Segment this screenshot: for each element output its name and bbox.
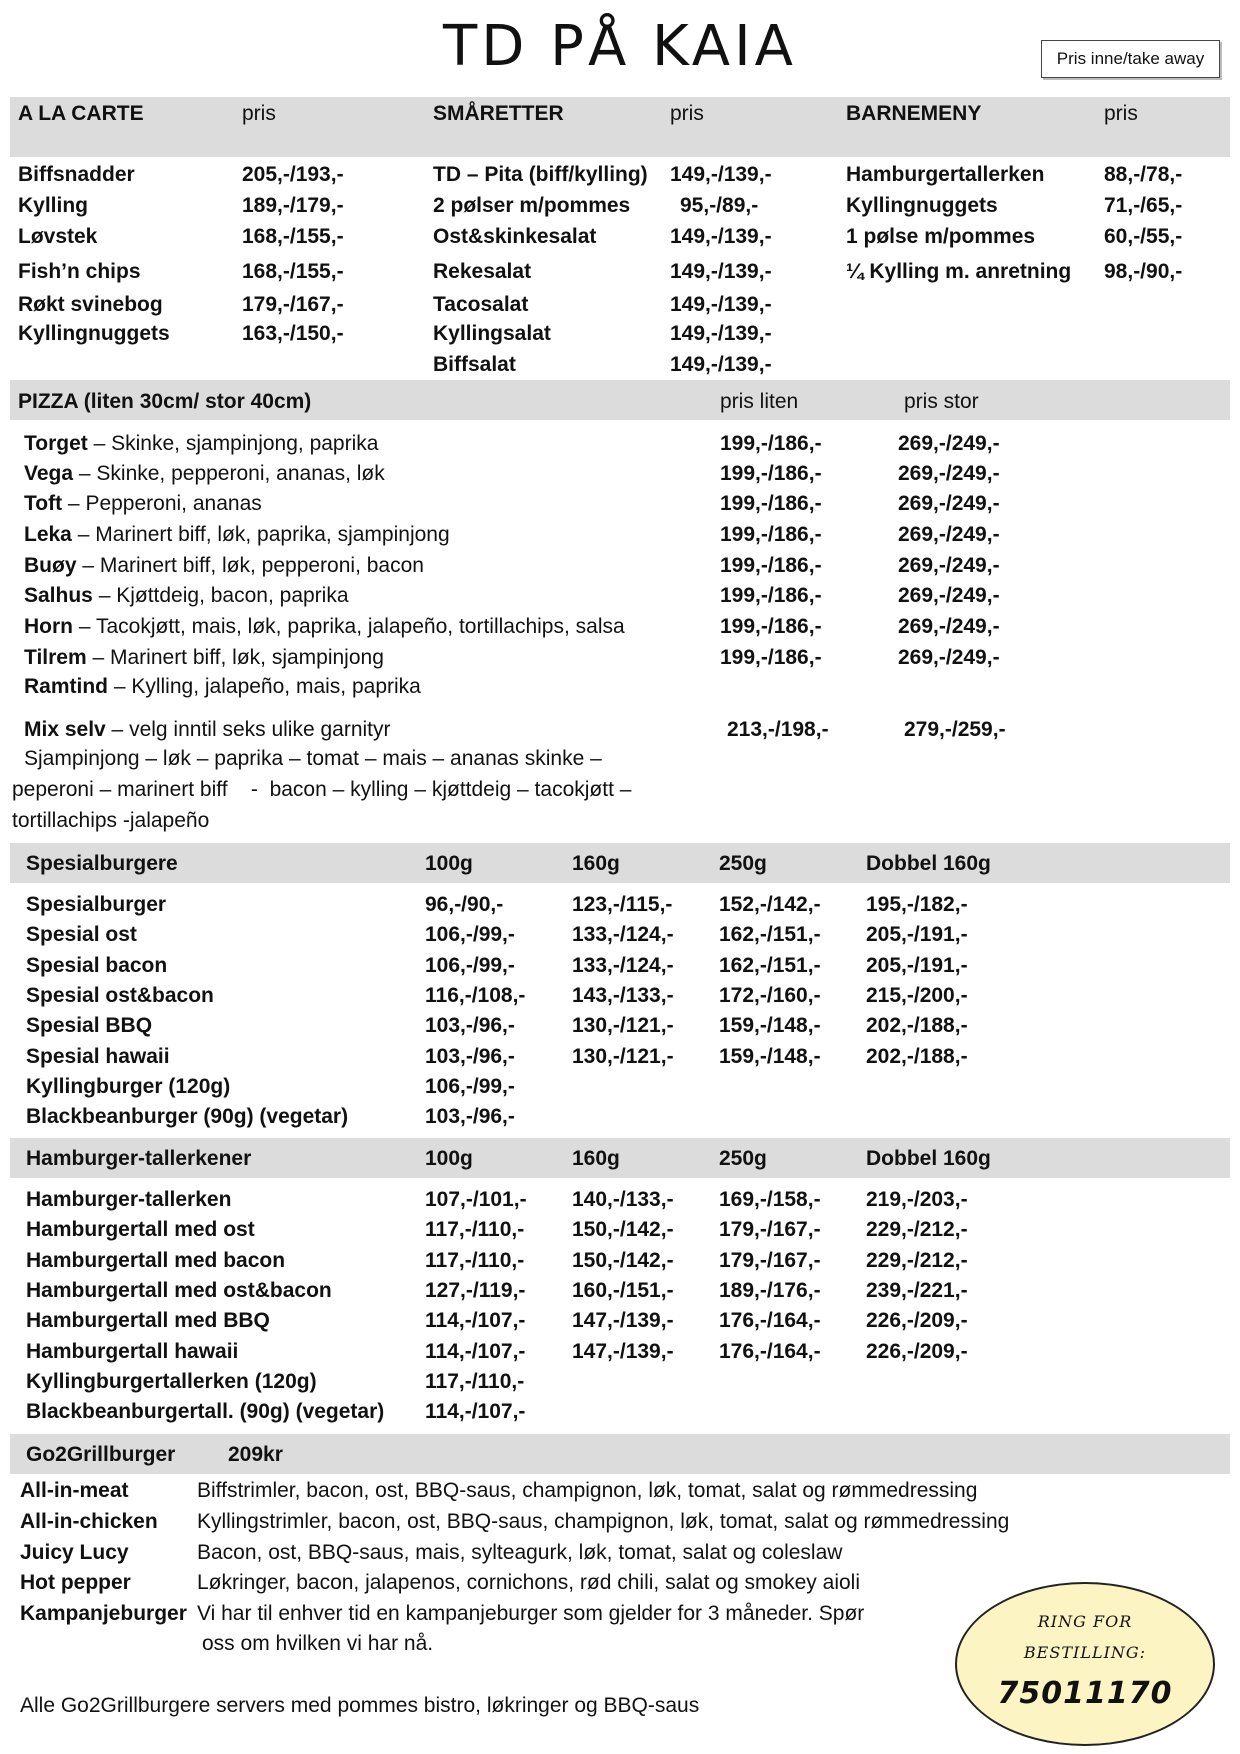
item-price: 149,-/139,- [670,260,772,283]
item-price: 149,-/139,- [670,293,772,316]
burger-name: Hot pepper [20,1571,131,1594]
go2grill-price: 209kr [228,1443,283,1466]
item-price: 98,-/90,- [1104,260,1183,283]
burger-desc: Vi har til enhver tid en kampanjeburger som gjelder for 3 måneder. Spør [197,1602,865,1625]
burger-desc: Biffstrimler, bacon, ost, BBQ-saus, champignon, løk, tomat, salat og rømmedressing [197,1479,978,1502]
item-price: 60,-/55,- [1104,225,1183,248]
burger-price: 202,-/188,- [866,1044,968,1068]
pizza-name: Vega [24,462,74,485]
burger-price: 116,-/108,- [425,983,526,1007]
item-name: TD – Pita (biff/kylling) [433,163,648,186]
pizza-col-large: pris stor [904,390,979,413]
burger-price: 226,-/209,- [866,1309,968,1333]
item-price: 163,-/150,- [242,322,344,345]
spesial-col-160g: 160g [572,852,620,875]
burger-name: Hamburgertall med ost [26,1218,255,1242]
item-price: 168,-/155,- [242,225,344,248]
ring-line1: RING FOR [1037,1612,1133,1631]
burger-price: 117,-/110,- [425,1369,525,1393]
burger-price: 117,-/110,- [425,1218,525,1242]
menu-item [18,194,88,218]
phone-number[interactable]: 75011170 [997,1676,1173,1711]
price-large: 269,-/249,- [898,615,1000,638]
item-name: 1 pølse m/pommes [846,225,1036,248]
price-small: 199,-/186,- [720,646,822,669]
ring-line2: BESTILLING: [1023,1643,1147,1662]
menu-item [18,225,97,249]
item-price: 168,-/155,- [242,260,344,283]
burger-price: 114,-/107,- [425,1339,526,1363]
item-name: Kylling [18,194,89,217]
pizza-mix-item [24,718,391,742]
pizza-header: PIZZA (liten 30cm/ stor 40cm) [18,390,312,413]
page-title: TD PÅ KAIA [443,14,797,79]
item-price: 149,-/139,- [670,353,772,376]
burger-desc: Kyllingstrimler, bacon, ost, BBQ-saus, champignon, løk, tomat, salat og rømmedressing [197,1510,1010,1533]
item-price: 205,-/193,- [242,163,344,186]
menu-item [18,260,141,284]
item-name: Kyllingsalat [433,322,551,345]
item-name: ¼ Kylling m. anretning [846,260,1072,283]
item-name: Biffsnadder [18,163,135,186]
burger-price: 215,-/200,- [866,983,968,1007]
band-spesial [10,843,1230,883]
burger-price: 114,-/107,- [425,1400,526,1424]
pizza-desc: – Kjøttdeig, bacon, paprika [92,584,349,607]
burger-name: Kampanjeburger [20,1602,187,1625]
burger-price: 205,-/191,- [866,953,968,977]
pizza-item [24,675,421,699]
burger-price: 160,-/151,- [572,1278,674,1302]
burger-name: Hamburgertall med BBQ [26,1309,270,1333]
item-price: 149,-/139,- [670,225,772,248]
pizza-name: Buøy [24,554,77,577]
burger-price: 140,-/133,- [572,1188,674,1211]
item-name: Løvstek [18,225,98,248]
burger-price: 103,-/96,- [425,1044,515,1068]
price-large: 269,-/249,- [898,432,1000,455]
burger-price: 162,-/151,- [719,923,821,947]
menu-item [18,293,163,317]
burger-price: 103,-/96,- [425,1105,515,1129]
burger-name: Blackbeanburger (90g) (vegetar) [26,1105,349,1129]
price-large: 269,-/249,- [898,584,1000,607]
item-name: Hamburgertallerken [846,163,1045,186]
pizza-item [24,462,385,486]
burger-price: 179,-/167,- [719,1248,821,1272]
burger-price: 152,-/142,- [719,893,821,916]
alacarte-price-header: pris [242,102,276,125]
barnemeny-header: BARNEMENY [846,102,982,125]
toppings-line: Sjampinjong – løk – paprika – tomat – mais – ananas skinke – [24,747,602,770]
price-small: 199,-/186,- [720,462,822,485]
item-price: 71,-/65,- [1104,194,1183,217]
pizza-desc: – Skinke, pepperoni, ananas, løk [73,462,385,485]
burger-price: 229,-/212,- [866,1248,968,1272]
burger-price: 133,-/124,- [572,953,674,977]
burger-name: Kyllingburgertallerken (120g) [26,1369,317,1393]
order-phone-oval [955,1582,1215,1746]
pizza-desc: – Pepperoni, ananas [62,492,262,515]
price-small: 199,-/186,- [720,554,822,577]
item-price: 149,-/139,- [670,163,772,186]
burger-price: 172,-/160,- [719,983,821,1007]
item-price: 179,-/167,- [242,293,344,316]
tallerken-col-160g: 160g [572,1147,620,1170]
burger-price: 176,-/164,- [719,1309,821,1333]
spesial-col-250g: 250g [719,852,767,875]
burger-name: Spesial ost [26,923,137,947]
burger-price: 229,-/212,- [866,1218,968,1242]
burger-price: 147,-/139,- [572,1339,674,1363]
item-price: 88,-/78,- [1104,163,1183,186]
price-small: 199,-/186,- [720,523,822,546]
toppings-line: peperoni – marinert biff - bacon – kylling – kjøttdeig – tacokjøtt – [12,778,632,801]
pizza-desc: – Marinert biff, løk, pepperoni, bacon [76,554,424,577]
spesial-col-100g: 100g [425,852,473,875]
burger-price: 147,-/139,- [572,1309,674,1333]
burger-price: 226,-/209,- [866,1339,968,1363]
tallerken-col-100g: 100g [425,1147,473,1170]
item-price: 149,-/139,- [670,322,772,345]
go2grill-footer: Alle Go2Grillburgere servers med pommes bistro, løkringer og BBQ-saus [20,1694,700,1717]
burger-price: 127,-/119,- [425,1278,526,1302]
burger-name: All-in-meat [20,1479,129,1502]
item-name: Ost&skinkesalat [433,225,597,248]
burger-price: 117,-/110,- [425,1248,525,1272]
price-small: 199,-/186,- [720,492,822,515]
item-name: Rekesalat [433,260,532,283]
pizza-desc: – Skinke, sjampinjong, paprika [87,432,379,455]
burger-name: Juicy Lucy [20,1541,129,1564]
burger-name: Spesial bacon [26,953,168,977]
burger-price: 106,-/99,- [425,953,515,977]
spesial-header: Spesialburgere [26,852,178,875]
burger-price: 159,-/148,- [719,1014,821,1038]
price-mode-badge: Pris inne/take away [1041,40,1220,78]
burger-price: 176,-/164,- [719,1339,821,1363]
pizza-desc: – Marinert biff, løk, sjampinjong [86,646,384,669]
alacarte-header: A LA CARTE [18,102,144,125]
burger-price: 107,-/101,- [425,1188,527,1211]
price-large: 269,-/249,- [898,554,1000,577]
barnemeny-price-header: pris [1104,102,1138,125]
item-name: Kyllingnuggets [18,322,170,345]
burger-price: 114,-/107,- [425,1309,526,1333]
price-small: 213,-/198,- [727,718,829,741]
burger-price: 195,-/182,- [866,893,968,916]
price-large: 269,-/249,- [898,492,1000,515]
burger-price: 130,-/121,- [572,1044,674,1068]
pizza-col-small: pris liten [720,390,799,413]
burger-price: 106,-/99,- [425,1074,515,1098]
pizza-name: Ramtind [24,675,108,698]
item-price: 95,-/89,- [680,194,759,217]
burger-name: Hamburgertall med ost&bacon [26,1278,332,1302]
price-small: 199,-/186,- [720,432,822,455]
band-top [10,97,1230,157]
pizza-item [24,615,625,639]
burger-name: Hamburgertall hawaii [26,1339,239,1363]
price-large: 279,-/259,- [904,718,1006,741]
burger-price: 103,-/96,- [425,1014,515,1038]
burger-desc: Løkringer, bacon, jalapenos, cornichons, rød chili, salat og smokey aioli [197,1571,860,1594]
burger-name: Spesial hawaii [26,1044,170,1068]
burger-name: Kyllingburger (120g) [26,1074,231,1098]
burger-name: Spesial BBQ [26,1014,153,1038]
item-name: 2 pølser m/pommes [433,194,631,217]
price-large: 269,-/249,- [898,646,1000,669]
burger-price: 150,-/142,- [572,1218,674,1242]
pizza-desc: – Marinert biff, løk, paprika, sjampinjong [71,523,450,546]
price-large: 269,-/249,- [898,523,1000,546]
burger-name: All-in-chicken [20,1510,158,1533]
menu-item [18,163,135,187]
menu-item [18,322,170,346]
burger-price: 159,-/148,- [719,1044,821,1068]
item-price: 189,-/179,- [242,194,344,217]
burger-price: 162,-/151,- [719,953,821,977]
item-name: Røkt svinebog [18,293,163,316]
burger-name: Spesial ost&bacon [26,983,214,1007]
pizza-item [24,523,450,547]
burger-price: 202,-/188,- [866,1014,968,1038]
go2grill-header: Go2Grillburger [26,1443,176,1466]
pizza-item [24,584,349,608]
spesial-col-dobbel: Dobbel 160g [866,852,991,875]
burger-price: 169,-/158,- [719,1188,821,1211]
tallerken-header: Hamburger-tallerkener [26,1147,252,1170]
burger-name: Blackbeanburgertall. (90g) (vegetar) [26,1400,385,1424]
band-go2grill [10,1434,1230,1474]
burger-price: 219,-/203,- [866,1188,968,1211]
pizza-name: Salhus [24,584,93,607]
pizza-desc: – velg inntil seks ulike garnityr [105,718,391,741]
item-name: Tacosalat [433,293,529,316]
tallerken-col-dobbel: Dobbel 160g [866,1147,991,1170]
burger-name: Spesialburger [26,893,167,916]
burger-desc-cont: oss om hvilken vi har nå. [202,1632,434,1655]
tallerken-col-250g: 250g [719,1147,767,1170]
burger-name: Hamburger-tallerken [26,1188,232,1211]
burger-price: 96,-/90,- [425,893,504,916]
pizza-name: Horn [24,615,73,638]
item-name: Fish’n chips [18,260,141,283]
pizza-name: Toft [24,492,63,515]
pizza-name: Leka [24,523,72,546]
price-large: 269,-/249,- [898,462,1000,485]
burger-price: 179,-/167,- [719,1218,821,1242]
pizza-item [24,492,262,516]
burger-name: Hamburgertall med bacon [26,1248,286,1272]
pizza-item [24,432,378,456]
item-name: Kyllingnuggets [846,194,998,217]
burger-price: 239,-/221,- [866,1278,968,1302]
pizza-desc: – Kylling, jalapeño, mais, paprika [108,675,421,698]
item-name: Biffsalat [433,353,516,376]
smaretter-header: SMÅRETTER [433,102,564,125]
burger-desc: Bacon, ost, BBQ-saus, mais, sylteagurk, løk, tomat, salat og coleslaw [197,1541,843,1564]
pizza-item [24,554,424,578]
burger-price: 123,-/115,- [572,893,673,916]
pizza-name: Torget [24,432,88,455]
pizza-name: Tilrem [24,646,87,669]
burger-price: 189,-/176,- [719,1278,821,1302]
smaretter-price-header: pris [670,102,704,125]
pizza-desc: – Tacokjøtt, mais, løk, paprika, jalapeño, tortillachips, salsa [73,615,625,638]
burger-price: 150,-/142,- [572,1248,674,1272]
pizza-name: Mix selv [24,718,106,741]
burger-price: 133,-/124,- [572,923,674,947]
burger-price: 205,-/191,- [866,923,968,947]
price-small: 199,-/186,- [720,584,822,607]
price-small: 199,-/186,- [720,615,822,638]
burger-price: 143,-/133,- [572,983,674,1007]
toppings-line: tortillachips -jalapeño [12,809,210,832]
burger-price: 106,-/99,- [425,923,515,947]
pizza-item [24,646,384,670]
burger-price: 130,-/121,- [572,1014,674,1038]
